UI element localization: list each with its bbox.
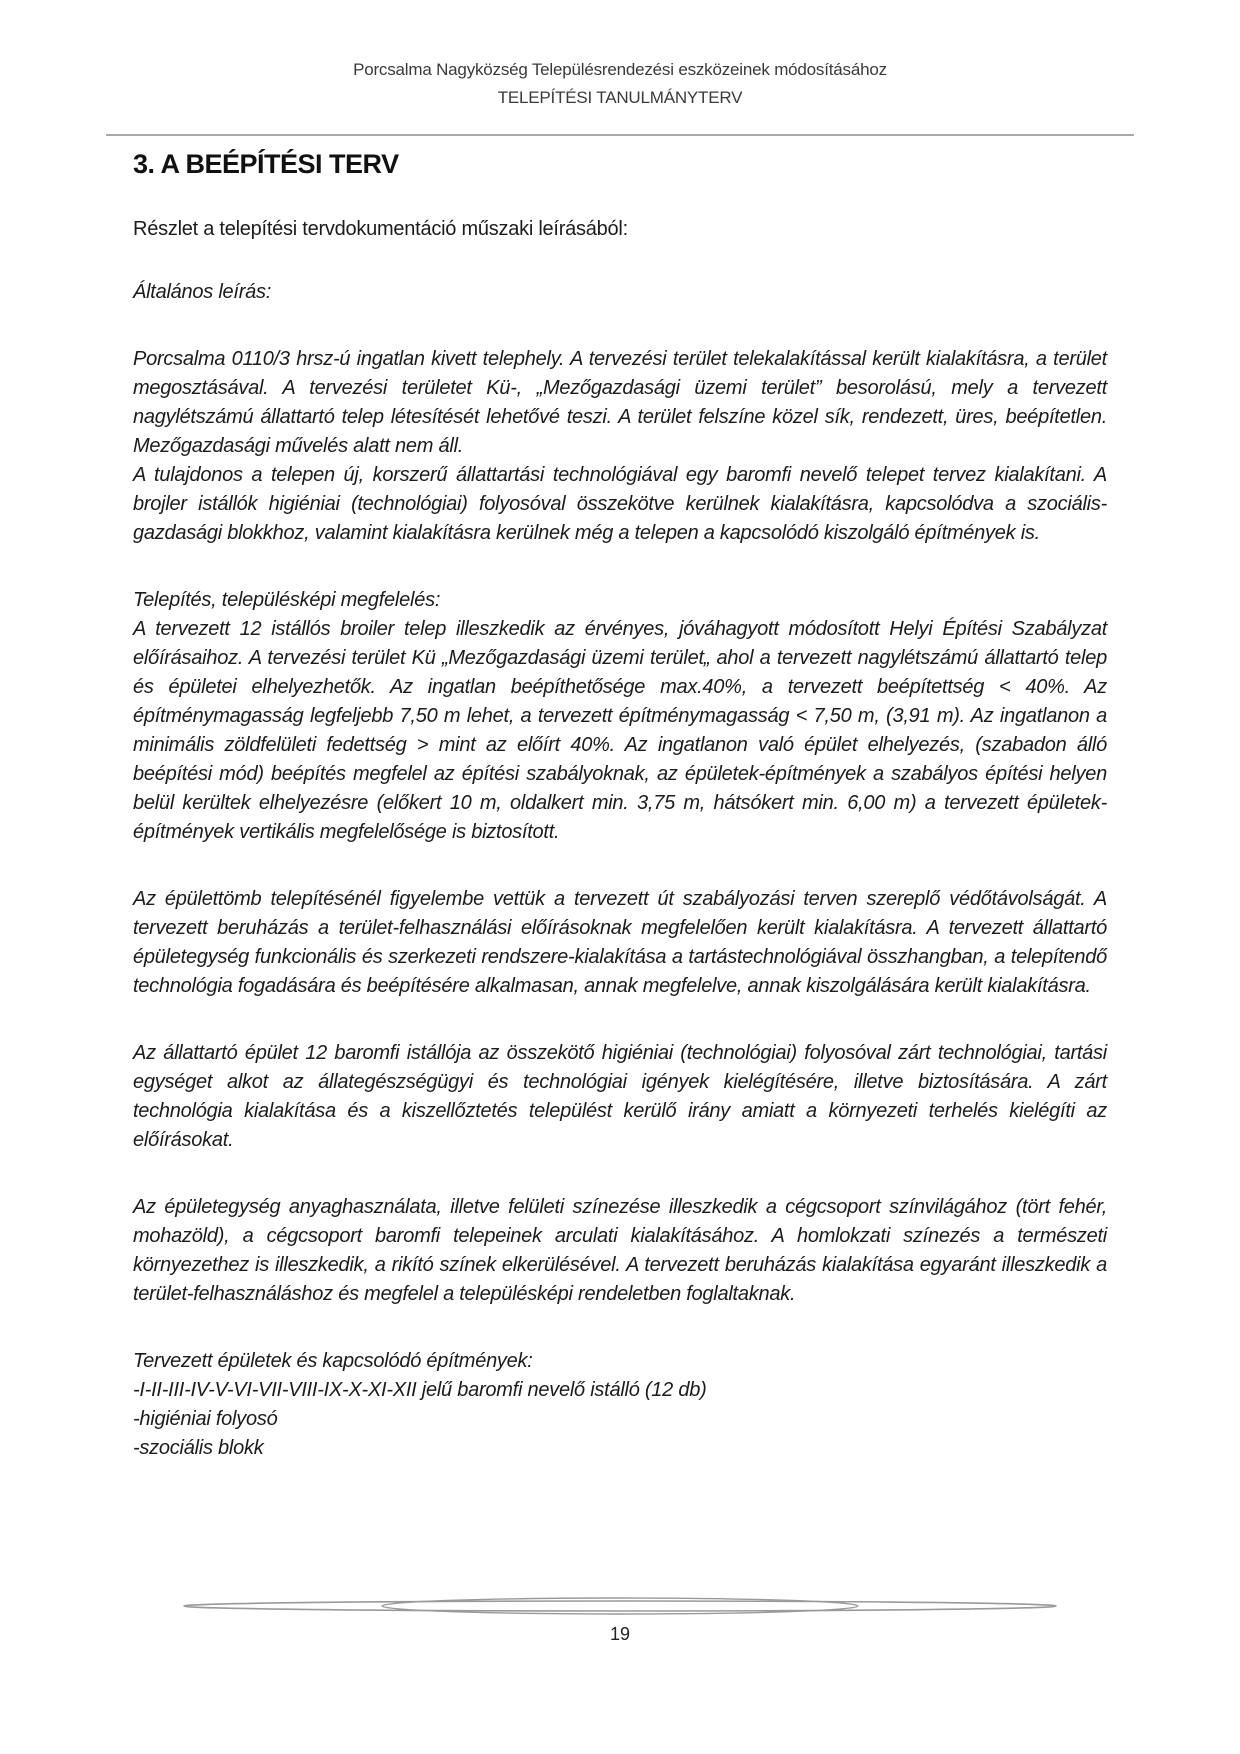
settlement-section (133, 586, 1107, 847)
header-project-title: Porcsalma Nagyközség Településrendezési eszközeinek módosításához (353, 60, 887, 79)
lead-paragraph: Részlet a telepítési tervdokumentáció műszaki leírásából: (133, 218, 628, 240)
materials-paragraph: Az épületegység anyaghasználata, illetve felületi színezése illeszkedik a cégcsoport színvilágához (tört fehér, mohazöld), a cégcsoport baromfi telepeinek arculati kialakításához. A homlokzati színezés a természeti környezethez is illeszkedik, a rikító színek elkerülésével. A tervezett beruházás kialakítása egyaránt illeszkedik a terület-felhasználáshoz és megfelel a településképi rendeletben foglaltaknak. (133, 1196, 1107, 1305)
site-description-text: Porcsalma 0110/3 hrsz-ú ingatlan kivett telephely. A tervezési terület telekalakítással került kialakításra, a terület megosztásával. A tervezési területet Kü-, „Mezőgazdasági üzemi terület” besorolású, mely a tervezett nagylétszámú állattartó telep létesítését lehetővé teszi. A terület felszíne közel sík, rendezett, üres, beépítetlen. Mezőgazdasági művelés alatt nem áll. (133, 348, 1107, 457)
planned-building-item: -szociális blokk (133, 1437, 264, 1459)
header-divider (106, 134, 1134, 136)
page-header (120, 56, 1120, 112)
page-footer (0, 1592, 1240, 1645)
planned-building-item: -higiéniai folyosó (133, 1408, 278, 1430)
settlement-label: Telepítés, településképi megfelelés: (133, 589, 441, 611)
footer-divider-ornament (180, 1592, 1060, 1622)
building-block-paragraph: Az épülettömb telepítésénél figyelembe vettük a tervezett út szabályozási terven szereplő védőtávolságát. A tervezett beruházás a terület-felhasználási előírásoknak megfelelően került kialakításra. A tervezett állattartó épületegység funkcionális és szerkezeti rendszere-kialakítása a tartástechnológiával összhangban, a telepítendő technológia fogadására és beépítésére alkalmasan, annak megfelelve, annak kiszolgálására került kialakításra. (133, 888, 1107, 997)
document-body (133, 140, 1107, 1463)
general-description-label: Általános leírás: (133, 281, 272, 303)
planned-buildings-label: Tervezett épületek és kapcsolódó építmények: (133, 1350, 533, 1372)
general-description-paragraph (133, 345, 1107, 548)
settlement-paragraph: A tervezett 12 istállós broiler telep illeszkedik az érvényes, jóváhagyott módosított Helyi Építési Szabályzat előírásaihoz. A tervezési terület Kü „Mezőgazdasági üzemi terület„ ahol a tervezett nagylétszámú állattartó telep és épületei elhelyezhetők. Az ingatlan beépíthetősége max.40%, a tervezett beépítettség < 40%. Az építménymagasság legfeljebb 7,50 m lehet, a tervezett építménymagasság < 7,50 m, (3,91 m). Az ingatlanon a minimális zöldfelületi fedettség > mint az előírt 40%. Az ingatlanon való épület elhelyezés, (szabadon álló beépítési mód) beépítés megfelel az építési szabályoknak, az épületek-építmények a szabályos építési helyen belül kerültek elhelyezésre (előkert 10 m, oldalkert min. 3,75 m, hátsókert min. 6,00 m) a tervezett épületek-építmények vertikális megfelelősége is biztosított. (133, 618, 1107, 843)
section-heading: 3. A BEÉPÍTÉSI TERV (133, 149, 399, 179)
livestock-paragraph: Az állattartó épület 12 baromfi istállója az összekötő higiéniai (technológiai) folyosóval zárt technológiai, tartási egységet alkot az állategészségügyi és technológiai igények kielégítésére, illetve biztosítására. A zárt technológia kialakítása és a kiszellőztetés települést kerülő irány amiatt a környezeti terhelés kielégíti az előírásokat. (133, 1042, 1107, 1151)
footer-divider-svg (180, 1592, 1060, 1622)
planned-building-item: -I-II-III-IV-V-VI-VII-VIII-IX-X-XI-XII jelű baromfi nevelő istálló (12 db) (133, 1379, 707, 1401)
planned-buildings-section (133, 1347, 1107, 1463)
page-number: 19 (609, 1624, 631, 1644)
header-doc-type: TELEPÍTÉSI TANULMÁNYTERV (497, 88, 743, 108)
owner-plans-text: A tulajdonos a telepen új, korszerű állattartási technológiával egy baromfi nevelő telepet tervez kialakítani. A brojler istállók higiéniai (technológiai) folyosóval összekötve kerülnek kialakításra, kapcsolódva a szociális-gazdasági blokkhoz, valamint kialakításra kerülnek még a telepen a kapcsolódó kiszolgáló építmények is. (133, 464, 1107, 544)
